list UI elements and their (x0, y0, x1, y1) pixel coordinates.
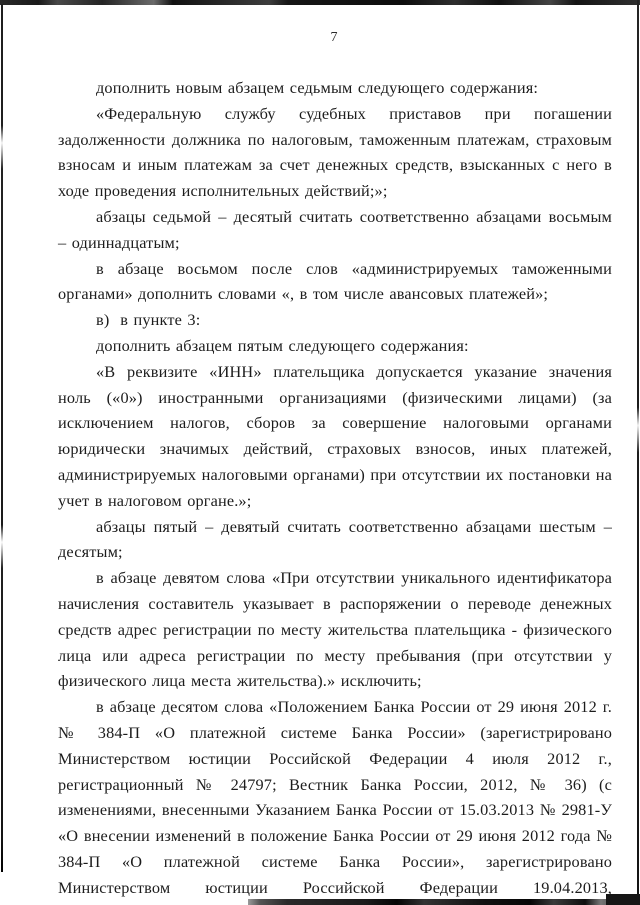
paragraph-3: абзацы седьмой – десятый считать соответственно абзацами восьмым – одиннадцатым; (58, 206, 612, 252)
paragraph-10: в абзаце десятом слова «Положением Банка России от 29 июня 2012 г. № 384-П «О платежной системе Банка России» (зарегистрировано Министерством юстиции Российской Федерации 4 июля 2012 г., регистрационный № 24797; Вестник Банка России, 2012, № 36) (с изменениями, внесенными Указанием Банка России от 15.03.2013 № 2981-У «О внесении изменений в положение Банка России от 29 июня 2012 года № 384-П «О платежной системе Банка России», зарегистрировано Министерством юстиции Российской Федерации 19.04.2013, (58, 697, 612, 897)
document-body (58, 75, 612, 901)
paragraph-4: в абзаце восьмом после слов «администрируемых таможенными органами» дополнить словами «, в том числе авансовых платежей»; (58, 258, 612, 304)
scan-edge-top-bar (0, 0, 640, 5)
paragraph-5: в) в пункте 3: (96, 310, 201, 330)
paragraph-8: абзацы пятый – девятый считать соответственно абзацами шестым – десятым; (58, 516, 612, 562)
paragraph-7: «В реквизите «ИНН» плательщика допускается указание значения ноль («0») иностранными организациями (физическими лицами) (за исключением налогов, сборов за совершение налоговыми органами юридически значимых действий, страховых взносов, иных платежей, администрируемых налоговыми органами) при отсутствии их постановки на учет в налоговом органе.»; (58, 361, 612, 510)
scan-edge-right-line (637, 0, 639, 905)
paragraph-2: «Федеральную службу судебных приставов при погашении задолженности должника по налоговым, таможенным платежам, страховым взносам и иным платежам за счет денежных средств, взысканных с него в ходе проведения исполнительных действий;»; (58, 103, 612, 201)
page-number: 7 (330, 30, 338, 45)
paragraph-9: в абзаце девятом слова «При отсутствии уникального идентификатора начисления составитель указывает в распоряжении о переводе денежных средств адрес регистрации по месту жительства плательщика - физического лица или адреса регистрации по месту пребывания (при отсутствии у физического лица места жительства).» исключить; (58, 568, 612, 691)
paragraph-1: дополнить новым абзацем седьмым следующего содержания: (96, 78, 539, 97)
paragraph-6: дополнить абзацем пятым следующего содержания: (96, 335, 469, 355)
scan-edge-left-line (1, 4, 3, 872)
